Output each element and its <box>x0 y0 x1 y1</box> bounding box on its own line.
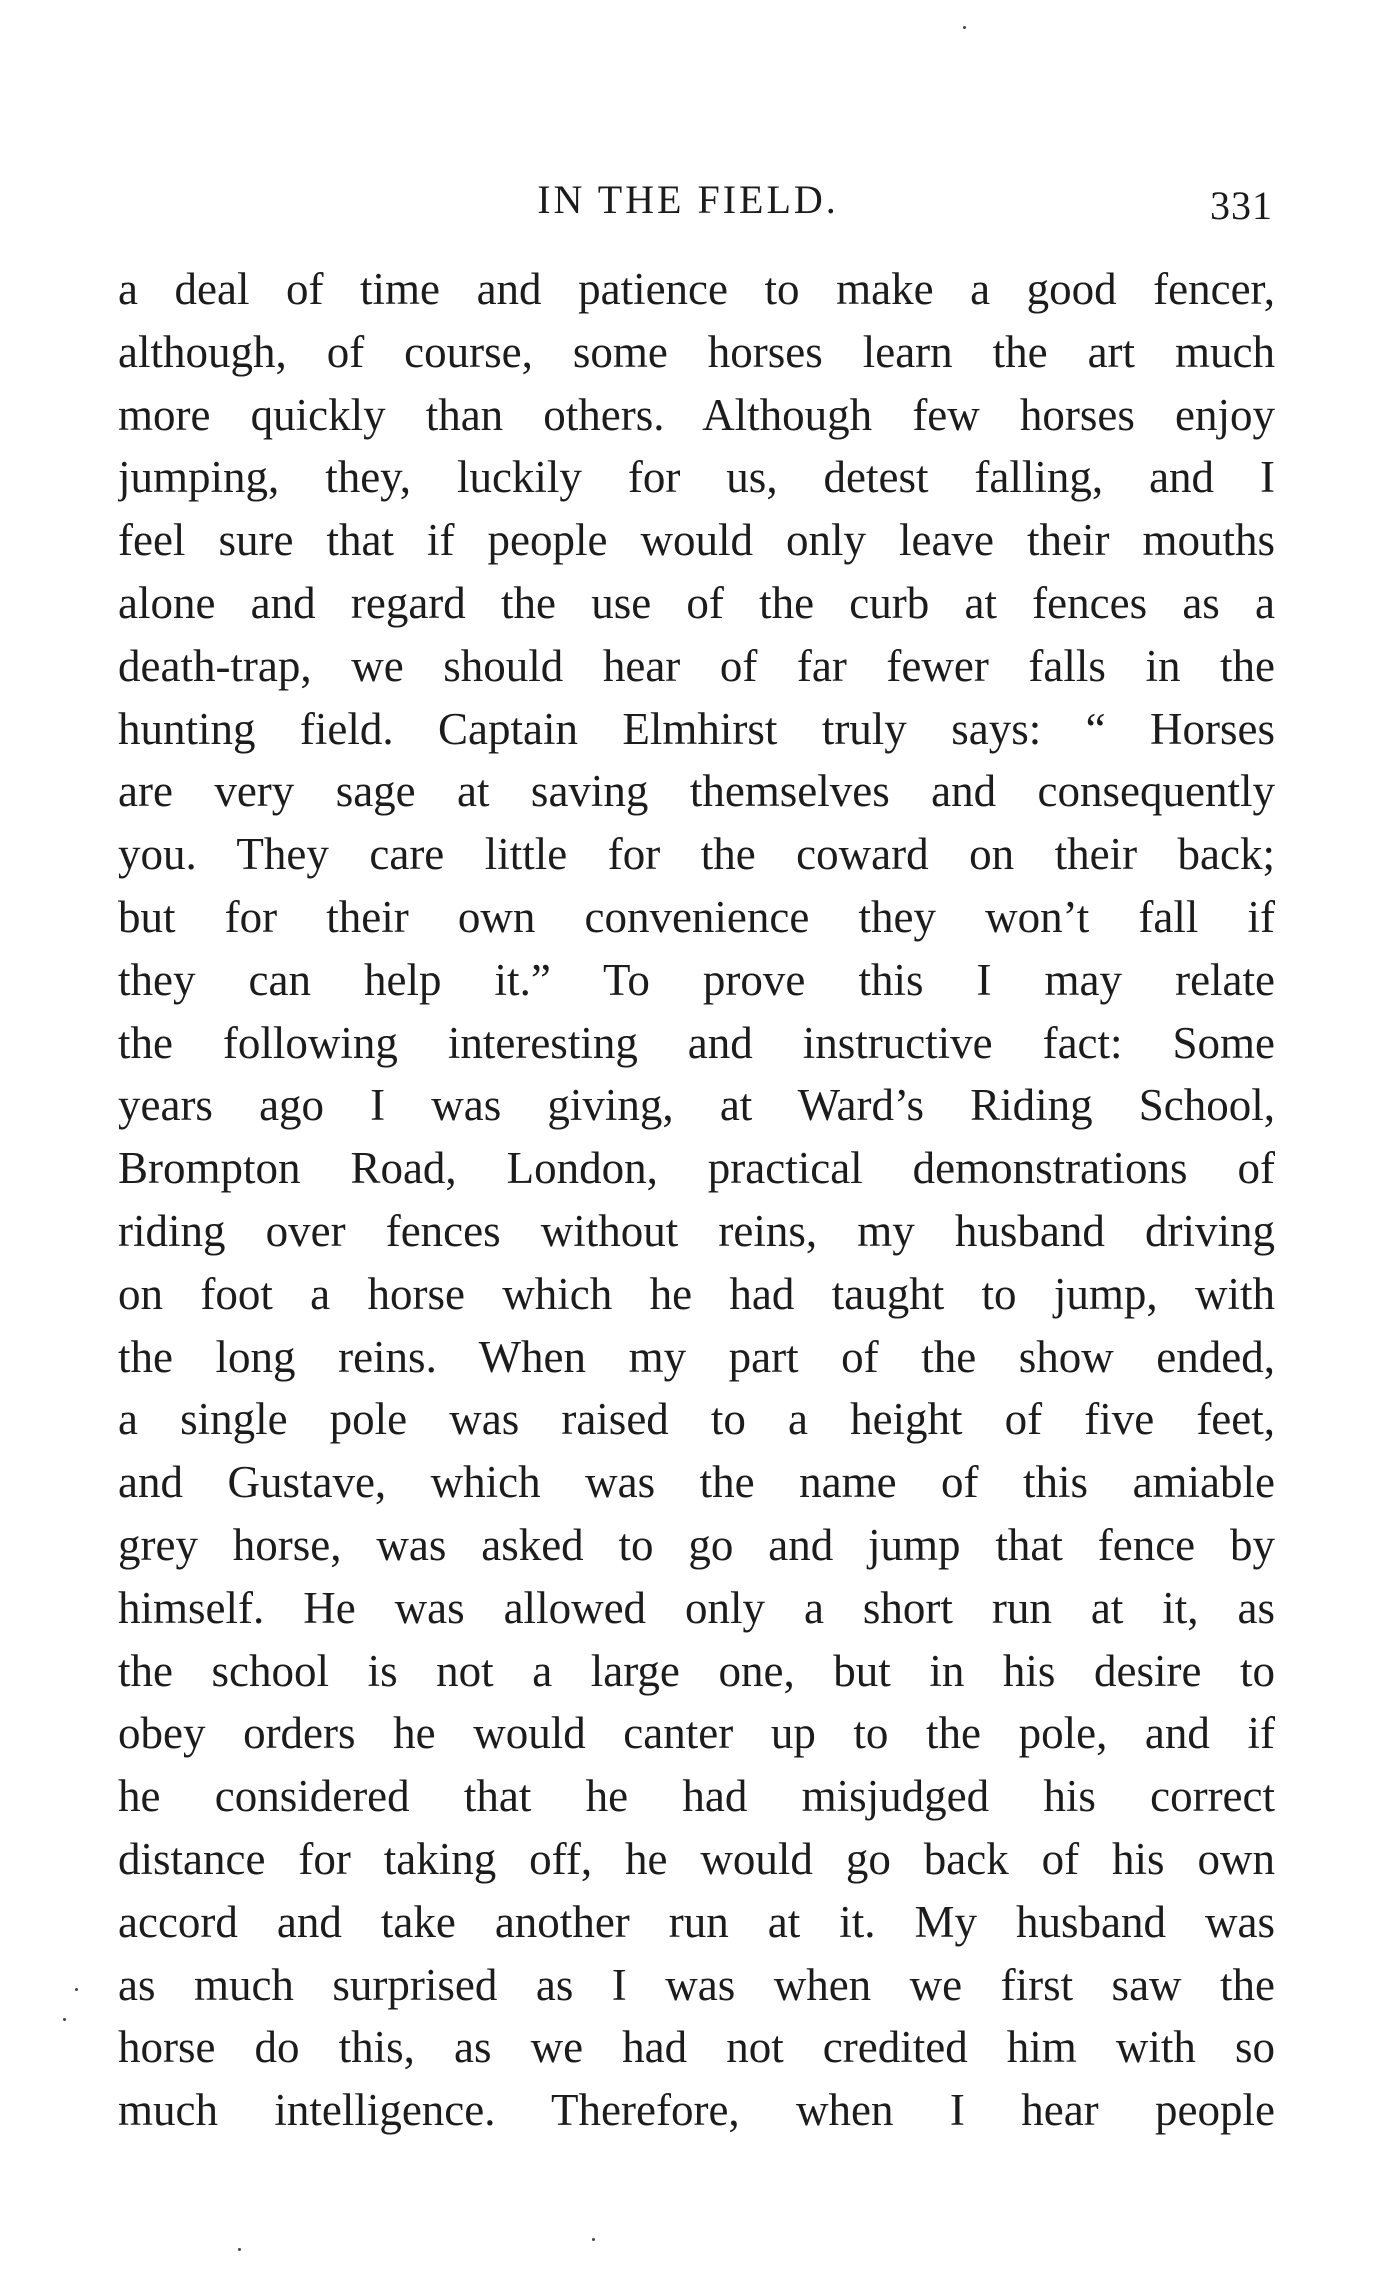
text-line: distance for taking off, he would go back of his own <box>118 1833 1275 1884</box>
text-line: grey horse, was asked to go and jump that fence by <box>118 1519 1275 1570</box>
text-line: himself. He was allowed only a short run at it, as <box>118 1582 1275 1633</box>
scan-speck <box>75 1988 78 1991</box>
text-line: obey orders he would canter up to the pole, and if <box>118 1708 1275 1759</box>
scan-speck <box>63 2018 66 2021</box>
page-number: 331 <box>1210 183 1273 228</box>
running-title: IN THE FIELD. <box>537 177 839 222</box>
text-line: Brompton Road, London, practical demonstrations of <box>118 1143 1275 1194</box>
text-line: the following interesting and instructive fact: Some <box>118 1017 1275 1068</box>
text-line: death-trap, we should hear of far fewer falls in the <box>118 640 1275 691</box>
text-line: are very sage at saving themselves and consequently <box>118 766 1275 817</box>
text-line: alone and regard the use of the curb at fences as a <box>118 577 1275 628</box>
page-header <box>0 170 1376 230</box>
text-line: but for their own convenience they won’t fall if <box>118 891 1275 942</box>
text-line: the school is not a large one, but in his desire to <box>118 1645 1275 1696</box>
text-line: accord and take another run at it. My husband was <box>118 1896 1275 1947</box>
text-line: more quickly than others. Although few horses enjoy <box>118 389 1275 440</box>
text-line: years ago I was giving, at Ward’s Riding School, <box>118 1080 1275 1131</box>
body-text <box>118 258 1275 2142</box>
text-line: on foot a horse which he had taught to jump, with <box>118 1268 1275 1319</box>
text-line: you. They care little for the coward on their back; <box>118 829 1275 880</box>
text-line: a single pole was raised to a height of five feet, <box>118 1394 1275 1445</box>
text-line: and Gustave, which was the name of this amiable <box>118 1457 1275 1508</box>
scan-speck <box>592 2238 595 2241</box>
scan-speck <box>238 2248 241 2251</box>
text-line: the long reins. When my part of the show ended, <box>118 1331 1275 1382</box>
text-line: although, of course, some horses learn the art much <box>118 326 1275 377</box>
text-line: jumping, they, luckily for us, detest falling, and I <box>118 452 1275 503</box>
text-line: horse do this, as we had not credited him with so <box>118 2022 1275 2073</box>
text-line: a deal of time and patience to make a good fencer, <box>118 264 1275 314</box>
text-line: much intelligence. Therefore, when I hear people <box>118 2085 1275 2136</box>
text-line: he considered that he had misjudged his correct <box>118 1771 1275 1822</box>
text-line: hunting field. Captain Elmhirst truly says: “ Horses <box>118 703 1275 754</box>
text-line: as much surprised as I was when we first saw the <box>118 1959 1275 2010</box>
scan-speck <box>963 26 966 29</box>
text-line: they can help it.” To prove this I may relate <box>118 954 1275 1005</box>
text-line: riding over fences without reins, my husband driving <box>118 1205 1275 1256</box>
text-line: feel sure that if people would only leave their mouths <box>118 515 1275 566</box>
